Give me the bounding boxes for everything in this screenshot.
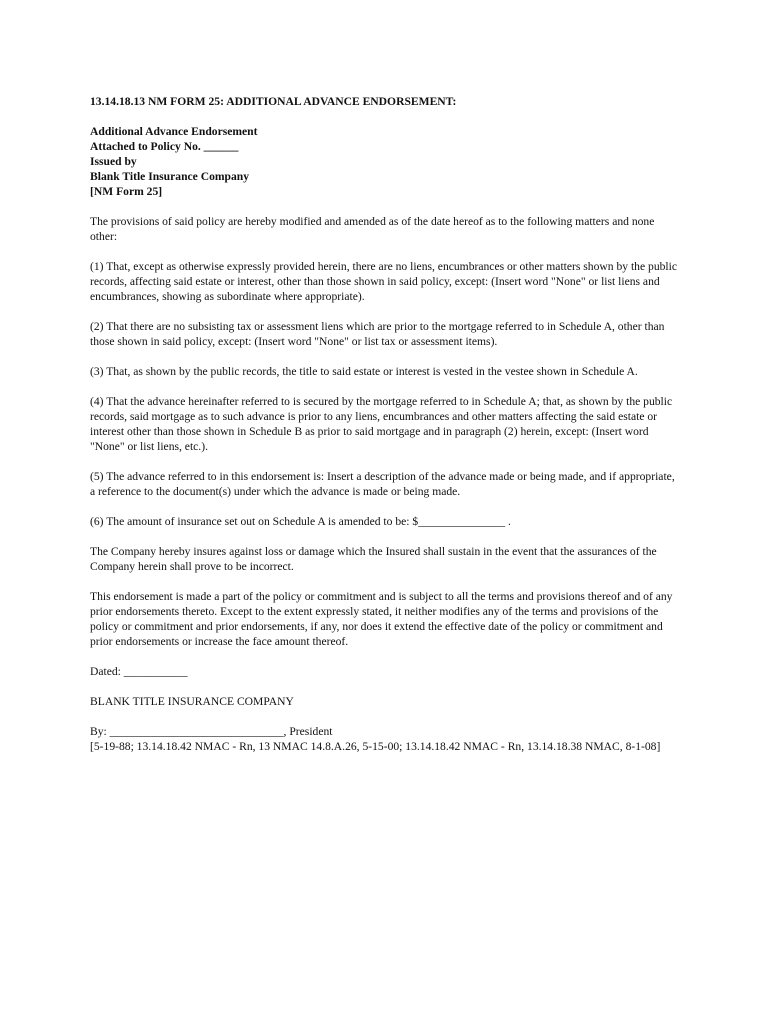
provision-2: (2) That there are no subsisting tax or assessment liens which are prior to the mortgage referred to in Schedule A, other than those shown in said policy, except: (Insert word "None" or list tax or assessment items). [90, 320, 665, 348]
insurance-clause: The Company hereby insures against loss or damage which the Insured shall sustain in the event that the assurances of the Company herein shall prove to be incorrect. [90, 545, 657, 573]
form-number-line: [NM Form 25] [90, 185, 163, 198]
company-signature-name: BLANK TITLE INSURANCE COMPANY [90, 695, 294, 708]
provision-1: (1) That, except as otherwise expressly provided herein, there are no liens, encumbrances or other matters shown by the public records, affecting said estate or interest, other than those shown in said policy, except: (Insert word "None" or list liens and encumbrances, showing as subordinate where appropriate). [90, 260, 678, 303]
endorsement-header [90, 124, 678, 199]
signature-line: By: ______________________________, President [90, 725, 333, 738]
provision-5: (5) The advance referred to in this endorsement is: Insert a description of the advance made or being made, and if appropriate, a reference to the document(s) under which the advance is made or being made. [90, 470, 675, 498]
provision-3: (3) That, as shown by the public records, the title to said estate or interest is vested in the vestee shown in Schedule A. [90, 365, 638, 378]
endorsement-title: Additional Advance Endorsement [90, 125, 258, 138]
provision-4: (4) That the advance hereinafter referred to is secured by the mortgage referred to in Schedule A; that, as shown by the public records, said mortgage as to such advance is prior to any liens, encumbrances and other matters affecting the said estate or interest other than those shown in Schedule B as prior to said mortgage and in paragraph (2) herein, except: (Insert word "None" or list liens, etc.). [90, 395, 673, 453]
dated-line: Dated: ___________ [90, 665, 188, 678]
document-page [90, 94, 678, 754]
history-note: [5-19-88; 13.14.18.42 NMAC - Rn, 13 NMAC 14.8.A.26, 5-15-00; 13.14.18.42 NMAC - Rn, 13.14.18.38 NMAC, 8-1-08] [90, 740, 661, 753]
endorsement-terms: This endorsement is made a part of the policy or commitment and is subject to all the terms and provisions thereof and of any prior endorsements thereto. Except to the extent expressly stated, it neither modifies any of the terms and provisions of the policy or commitment and prior endorsements, if any, nor does it extend the effective date of the policy or commitment and prior endorsements or increase the face amount thereof. [90, 590, 673, 648]
policy-number-line: Attached to Policy No. ______ [90, 140, 239, 153]
provision-6: (6) The amount of insurance set out on Schedule A is amended to be: $_______________ . [90, 515, 511, 528]
intro-paragraph: The provisions of said policy are hereby modified and amended as of the date hereof as to the following matters and none other: [90, 215, 655, 243]
signature-block [90, 724, 678, 754]
company-name-line: Blank Title Insurance Company [90, 170, 250, 183]
section-heading: 13.14.18.13 NM FORM 25: ADDITIONAL ADVANCE ENDORSEMENT: [90, 95, 457, 108]
issued-by-line: Issued by [90, 155, 137, 168]
